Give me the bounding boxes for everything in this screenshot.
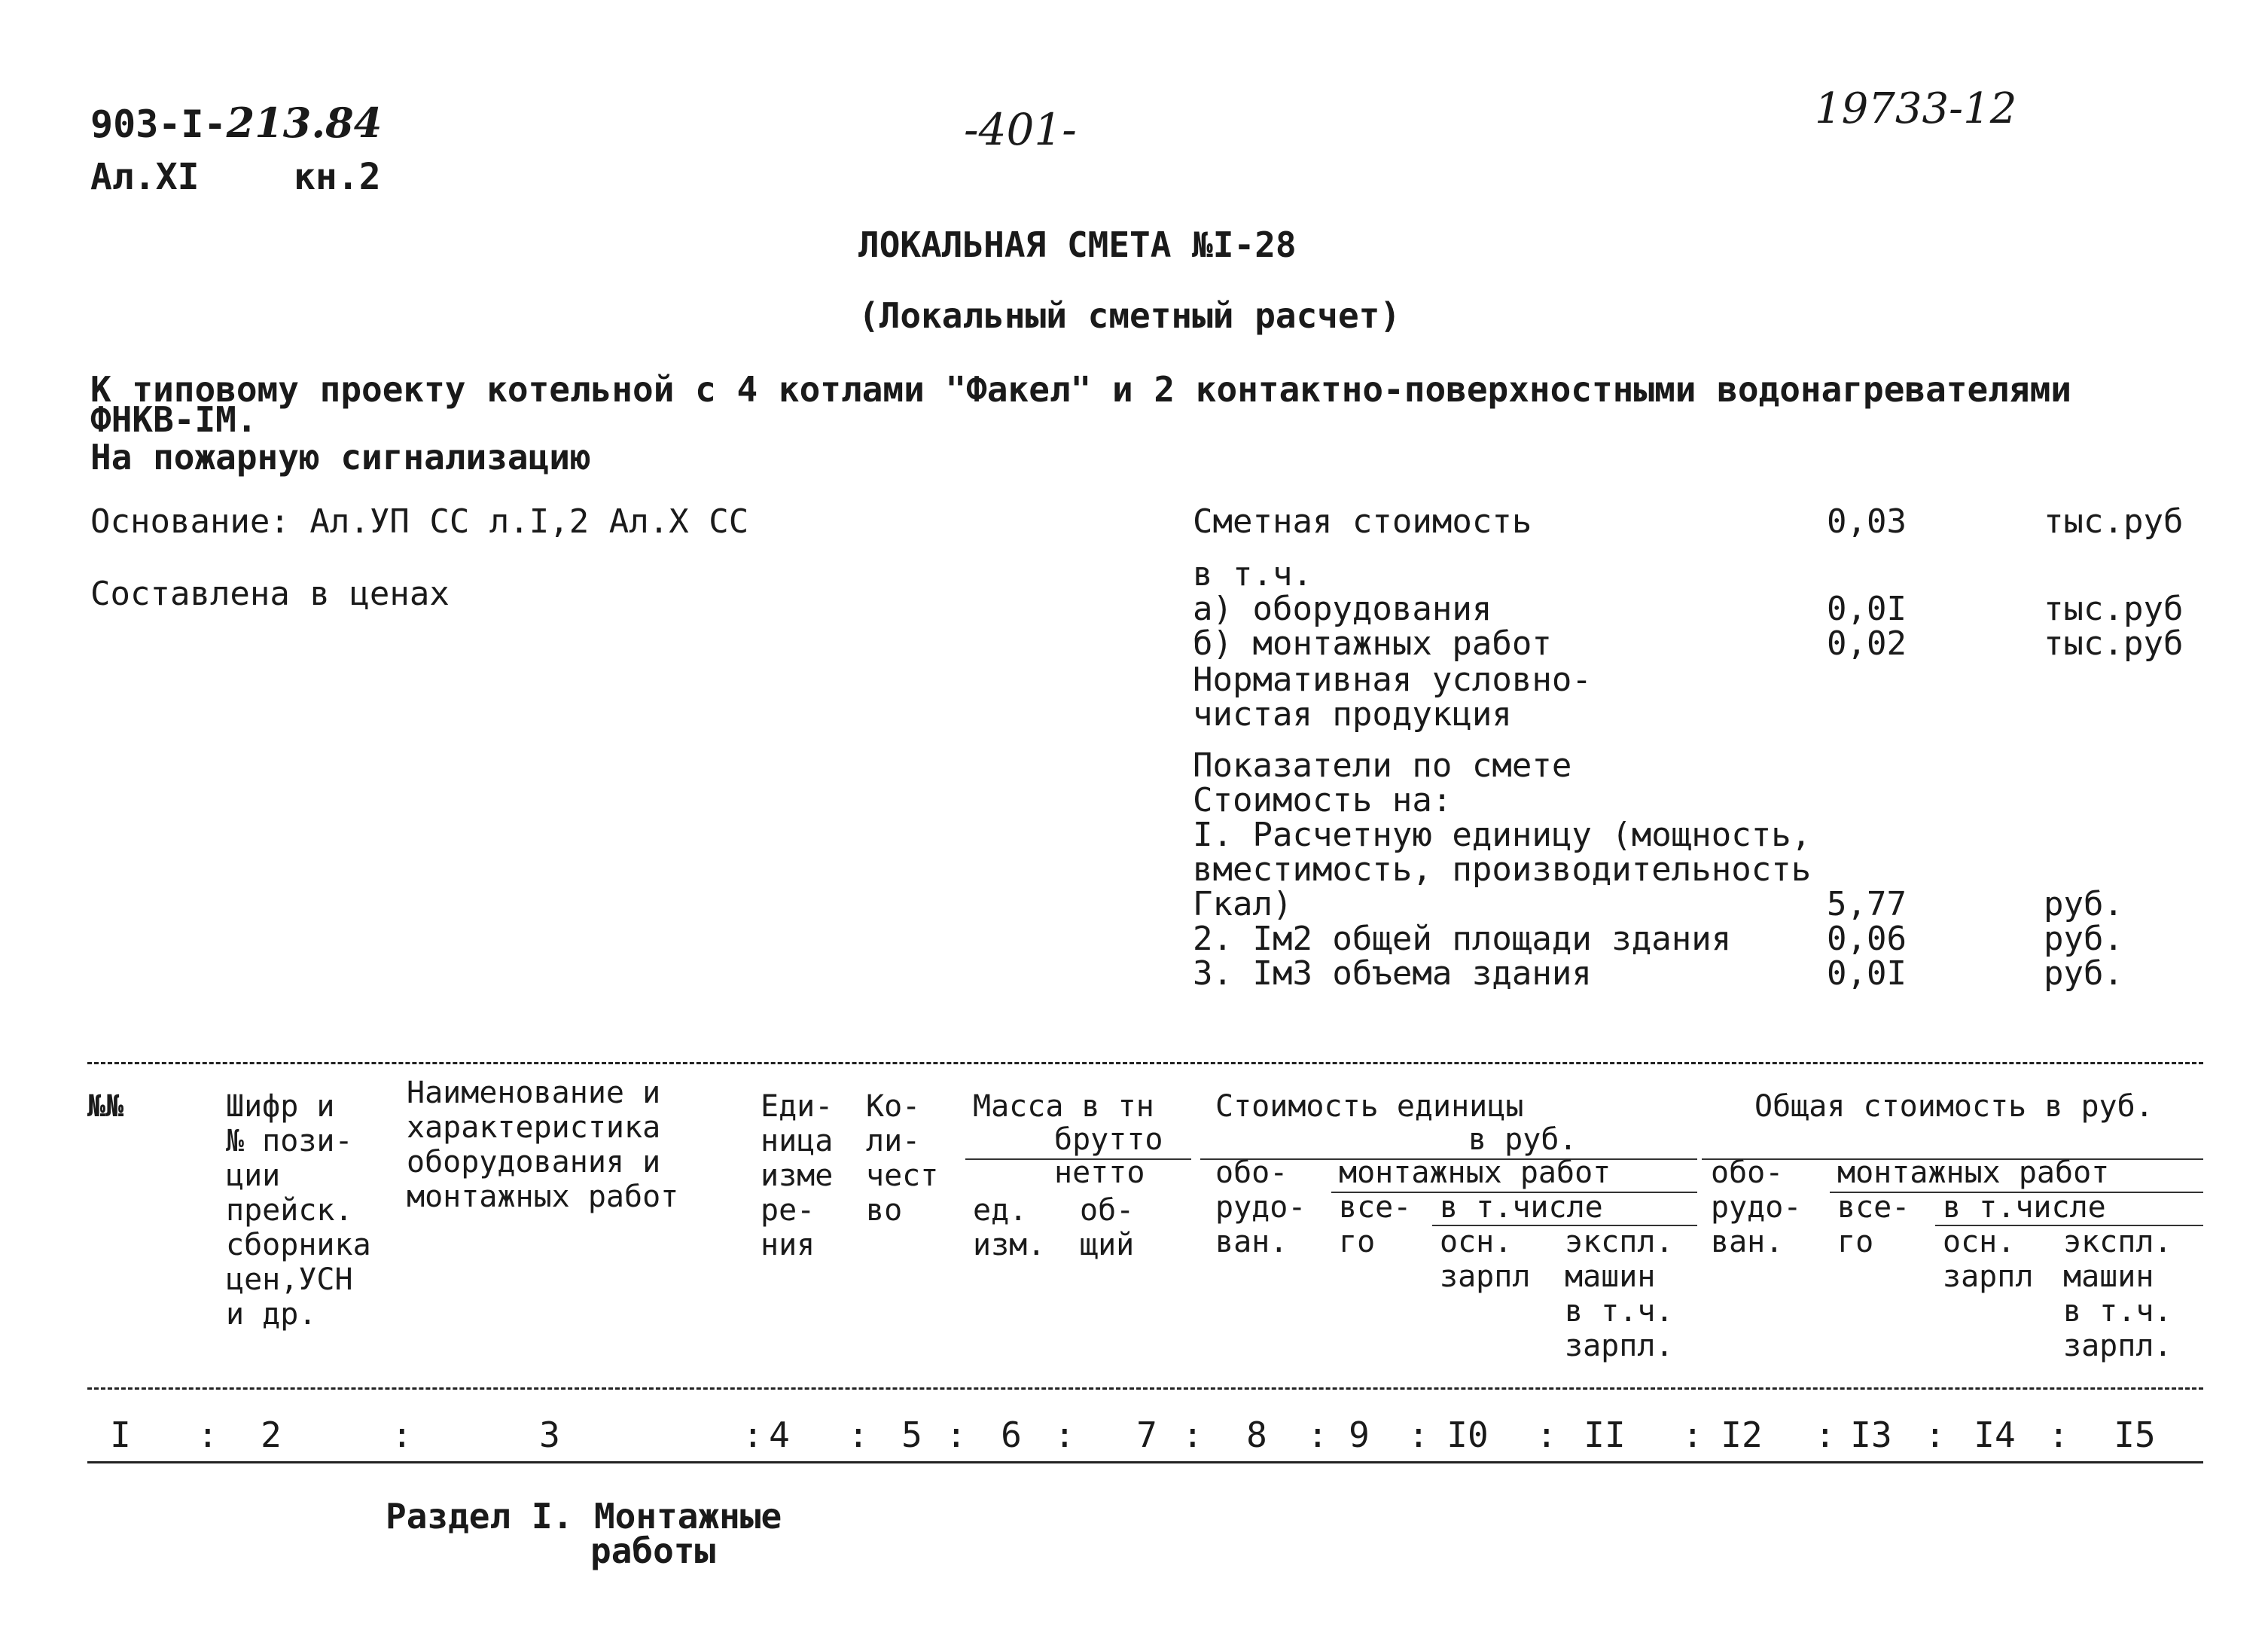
header-name: Наименование и характеристика оборудования и монтажных работ [407,1076,679,1214]
header-unit-salary: осн. зарпл [1440,1225,1531,1294]
indicator-unit: руб. [2044,954,2123,993]
column-number: I0 [1446,1415,1489,1455]
summary-label: Нормативная условно- [1193,661,1592,699]
summary-label: б) монтажных работ [1193,624,1552,663]
indicator-label: вместимость, производительность [1193,850,1812,889]
column-number: 5 [901,1415,922,1455]
header-total-mount: монтажных работ [1837,1155,2110,1190]
column-number: I4 [1974,1415,2016,1455]
column-number: 4 [769,1415,790,1455]
indicator-label: 2. Iм2 общей площади здания [1193,920,1732,958]
table-top-rule [87,1062,2203,1064]
header-unit-equipment: обо- рудо- ван. [1215,1155,1306,1259]
indicator-label: Показатели по смете [1193,746,1572,785]
header-mass-total: об- щий [1080,1193,1135,1262]
column-number: 2 [261,1415,282,1455]
page-number: -401- [964,104,1077,155]
header-unit-cost: Стоимость единицы [1215,1089,1524,1124]
column-separator: : [1682,1415,1703,1455]
summary-label: а) оборудования [1193,590,1492,628]
column-number: 6 [1001,1415,1022,1455]
column-numbers-rule [87,1461,2203,1463]
book-label: кн.2 [294,156,381,198]
summary-unit: тыс.руб [2044,624,2184,663]
column-number: 9 [1349,1415,1370,1455]
summary-label: чистая продукция [1193,695,1512,734]
header-netto: нетто [1054,1155,1145,1190]
column-separator: : [1182,1415,1203,1455]
column-separator: : [742,1415,764,1455]
header-total-incl: в т.числе [1943,1190,2106,1225]
project-code-printed: 903-I- [90,102,227,146]
column-separator: : [1815,1415,1836,1455]
column-separator: : [1408,1415,1429,1455]
indicator-value: 0,06 [1827,920,1907,958]
header-mass-group: Масса в тн [973,1089,1154,1124]
basis-label: Основание: Ал.УП СС л.I,2 Ал.Х СС [90,502,749,541]
header-unit-machines: экспл. машин в т.ч. зарпл. [1565,1225,1674,1363]
page-subtitle: (Локальный сметный расчет) [858,295,1401,336]
project-code [90,99,383,147]
header-unit-incl: в т.числе [1440,1190,1603,1225]
column-separator: : [197,1415,218,1455]
column-number: I2 [1721,1415,1763,1455]
album-label: Ал.XI [90,156,200,198]
header-total-cost: Общая стоимость в руб. [1754,1089,2154,1124]
column-separator: : [946,1415,967,1455]
project-code-handwritten: 213.84 [226,99,383,147]
header-total-salary: осн. зарпл [1943,1225,2034,1294]
indicator-value: 5,77 [1827,885,1907,923]
header-unit-mount-total: все- го [1339,1190,1412,1259]
indicator-label: Стоимость на: [1193,781,1453,819]
section-title-continued: работы [590,1531,716,1571]
summary-value: 0,03 [1827,502,1907,541]
header-unit: Еди- ница изме ре- ния [761,1089,834,1262]
column-separator: : [1536,1415,1557,1455]
header-total-machines: экспл. машин в т.ч. зарпл. [2063,1225,2172,1363]
column-number: 7 [1136,1415,1157,1455]
header-unit-mount: монтажных работ [1339,1155,1611,1190]
column-number: I5 [2114,1415,2156,1455]
summary-label: Сметная стоимость [1193,502,1532,541]
column-separator: : [1054,1415,1075,1455]
header-quantity: Ко- ли- чест во [866,1089,939,1228]
column-number: I [110,1415,131,1455]
header-total-equipment: обо- рудо- ван. [1711,1155,1802,1259]
summary-unit: тыс.руб [2044,590,2184,628]
column-separator: : [848,1415,869,1455]
header-number: №№ [87,1089,124,1124]
indicator-unit: руб. [2044,885,2123,923]
summary-unit: тыс.руб [2044,502,2184,541]
indicator-unit: руб. [2044,920,2123,958]
column-separator: : [392,1415,413,1455]
summary-label: в т.ч. [1193,555,1312,594]
section-title: Раздел I. Монтажные [386,1496,782,1537]
summary-value: 0,0I [1827,590,1907,628]
column-number: I3 [1850,1415,1892,1455]
indicator-value: 0,0I [1827,954,1907,993]
header-bottom-rule [87,1387,2203,1390]
column-separator: : [1307,1415,1328,1455]
project-description-1: К типовому проекту котельной с 4 котлами "Факел" и 2 контактно-поверхностными водонагревателями [90,369,2071,410]
project-purpose: На пожарную сигнализацию [90,437,591,478]
indicator-label: I. Расчетную единицу (мощность, [1193,816,1812,854]
indicator-label: Гкал) [1193,885,1293,923]
column-number: II [1584,1415,1626,1455]
indicator-label: 3. Iм3 объема здания [1193,954,1592,993]
header-total-mount-total: все- го [1837,1190,1910,1259]
column-number: 8 [1246,1415,1267,1455]
header-unit-cost-rub: в руб. [1468,1122,1578,1157]
column-number: 3 [539,1415,560,1455]
doc-number: 19733-12 [1815,84,2017,133]
column-separator: : [1925,1415,1946,1455]
page-title: ЛОКАЛЬНАЯ СМЕТА №I-28 [858,224,1297,265]
header-brutto: брутто [1054,1122,1163,1157]
header-code: Шифр и № пози- ции прейск. сборника цен,УСН и др. [226,1089,371,1332]
column-separator: : [2048,1415,2069,1455]
header-mass-unit: ед. изм. [973,1193,1046,1262]
prices-label: Составлена в ценах [90,575,450,613]
summary-value: 0,02 [1827,624,1907,663]
project-description-2: ФНКВ-IМ. [90,399,258,440]
